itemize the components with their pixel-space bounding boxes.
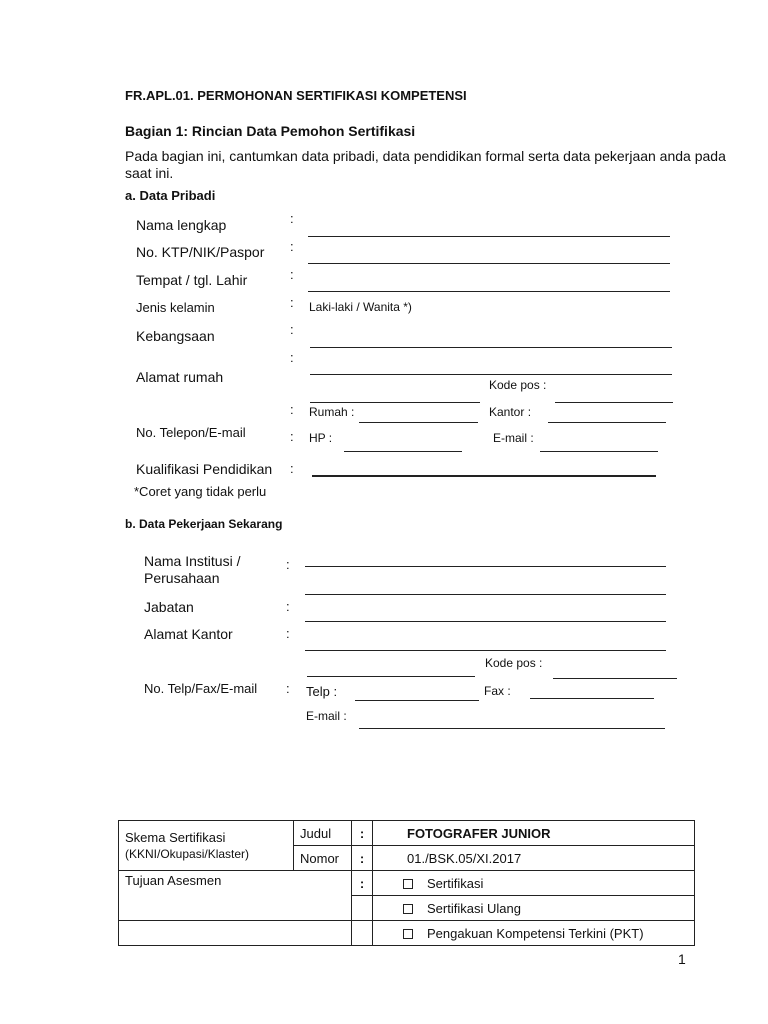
kode-pos-kantor-field[interactable] xyxy=(553,678,677,679)
skema-sublabel: (KKNI/Okupasi/Klaster) xyxy=(125,847,250,861)
kantor-field[interactable] xyxy=(548,422,666,423)
coret-note: *Coret yang tidak perlu xyxy=(134,484,267,499)
option-sertifikasi-ulang[interactable] xyxy=(373,896,695,921)
judul-label: Judul xyxy=(294,821,352,846)
institusi-label-2: Perusahaan xyxy=(144,570,220,586)
colon: : xyxy=(290,322,294,337)
option-sertifikasi-ulang-label: Sertifikasi Ulang xyxy=(427,900,521,916)
email-field[interactable] xyxy=(540,451,658,452)
section-title: Bagian 1: Rincian Data Pemohon Sertifikasi xyxy=(125,123,416,139)
colon: : xyxy=(290,267,294,282)
kode-pos-kantor-label: Kode pos : xyxy=(485,656,543,670)
kualifikasi-field[interactable] xyxy=(312,475,656,477)
colon: : xyxy=(352,821,373,846)
institusi-field-2[interactable] xyxy=(305,594,666,595)
institusi-field-1[interactable] xyxy=(305,566,666,567)
jk-value[interactable]: Laki-laki / Wanita *) xyxy=(309,300,412,314)
tujuan-cell xyxy=(119,871,352,921)
form-title: FR.APL.01. PERMOHONAN SERTIFIKASI KOMPETENSI xyxy=(125,88,467,103)
colon: : xyxy=(286,599,290,614)
empty-cell xyxy=(352,921,373,946)
institusi-label-1: Nama Institusi / xyxy=(144,553,241,569)
colon: : xyxy=(352,846,373,871)
telp-field[interactable] xyxy=(355,700,479,701)
skema-label: Skema Sertifikasi xyxy=(125,830,226,845)
data-pekerjaan-heading: b. Data Pekerjaan Sekarang xyxy=(125,517,283,531)
jabatan-label: Jabatan xyxy=(144,599,194,615)
nomor-value: 01./BSK.05/XI.2017 xyxy=(373,846,695,871)
ktp-label: No. KTP/NIK/Paspor xyxy=(136,244,265,260)
checkbox-icon[interactable] xyxy=(403,904,413,914)
rumah-field[interactable] xyxy=(359,422,478,423)
colon: : xyxy=(286,681,290,696)
skema-table xyxy=(118,820,695,946)
option-pkt[interactable] xyxy=(373,921,695,946)
colon: : xyxy=(352,871,373,896)
empty-cell xyxy=(352,896,373,921)
nomor-label: Nomor xyxy=(294,846,352,871)
hp-field[interactable] xyxy=(344,451,462,452)
ktp-field[interactable] xyxy=(308,263,670,264)
telepon-label: No. Telepon/E-mail xyxy=(136,425,246,440)
colon: : xyxy=(290,350,294,365)
colon: : xyxy=(290,239,294,254)
email-kantor-label: E-mail : xyxy=(306,709,347,723)
judul-value: FOTOGRAFER JUNIOR xyxy=(373,821,695,846)
hp-label: HP : xyxy=(309,431,333,445)
colon: : xyxy=(290,211,294,226)
checkbox-icon[interactable] xyxy=(403,929,413,939)
rumah-label: Rumah : xyxy=(309,405,355,419)
colon: : xyxy=(290,429,294,444)
kebangsaan-field[interactable] xyxy=(310,347,672,348)
ttl-field[interactable] xyxy=(308,291,670,292)
email-kantor-field[interactable] xyxy=(359,728,665,729)
colon: : xyxy=(290,402,294,417)
fax-field[interactable] xyxy=(530,698,654,699)
kode-pos-field[interactable] xyxy=(555,402,673,403)
alamat-kantor-field-2[interactable] xyxy=(307,676,475,677)
checkbox-icon[interactable] xyxy=(403,879,413,889)
ttl-label: Tempat / tgl. Lahir xyxy=(136,272,248,288)
kode-pos-label: Kode pos : xyxy=(489,378,547,392)
colon: : xyxy=(286,557,290,572)
page-number: 1 xyxy=(678,951,686,967)
intro-line-2: saat ini. xyxy=(125,165,174,181)
option-pkt-label: Pengakuan Kompetensi Terkini (PKT) xyxy=(427,925,644,941)
email-label: E-mail : xyxy=(493,431,534,445)
colon: : xyxy=(290,461,294,476)
fax-label: Fax : xyxy=(484,684,511,698)
jk-label: Jenis kelamin xyxy=(136,300,215,315)
colon: : xyxy=(286,626,290,641)
alamat-field[interactable] xyxy=(310,374,672,375)
kualifikasi-label: Kualifikasi Pendidikan xyxy=(136,461,273,477)
option-sertifikasi-label: Sertifikasi xyxy=(427,875,484,891)
alamat-field-2[interactable] xyxy=(310,402,480,403)
intro-line-1: Pada bagian ini, cantumkan data pribadi, data pendidikan formal serta data pekerjaan anda pada xyxy=(125,148,726,164)
nama-label: Nama lengkap xyxy=(136,217,227,233)
kebangsaan-label: Kebangsaan xyxy=(136,328,215,344)
nama-field[interactable] xyxy=(308,236,670,237)
telp-label: Telp : xyxy=(306,684,338,699)
skema-label-cell xyxy=(119,821,294,871)
kantor-label: Kantor : xyxy=(489,405,532,419)
telp-fax-email-label: No. Telp/Fax/E-mail xyxy=(144,681,258,696)
colon: : xyxy=(290,295,294,310)
empty-cell xyxy=(119,921,352,946)
option-sertifikasi[interactable] xyxy=(373,871,695,896)
alamat-kantor-field[interactable] xyxy=(305,650,666,651)
alamat-kantor-label: Alamat Kantor xyxy=(144,626,233,642)
data-pribadi-heading: a. Data Pribadi xyxy=(125,188,216,203)
tujuan-label: Tujuan Asesmen xyxy=(125,873,222,888)
jabatan-field[interactable] xyxy=(305,621,666,622)
alamat-label: Alamat rumah xyxy=(136,369,224,385)
